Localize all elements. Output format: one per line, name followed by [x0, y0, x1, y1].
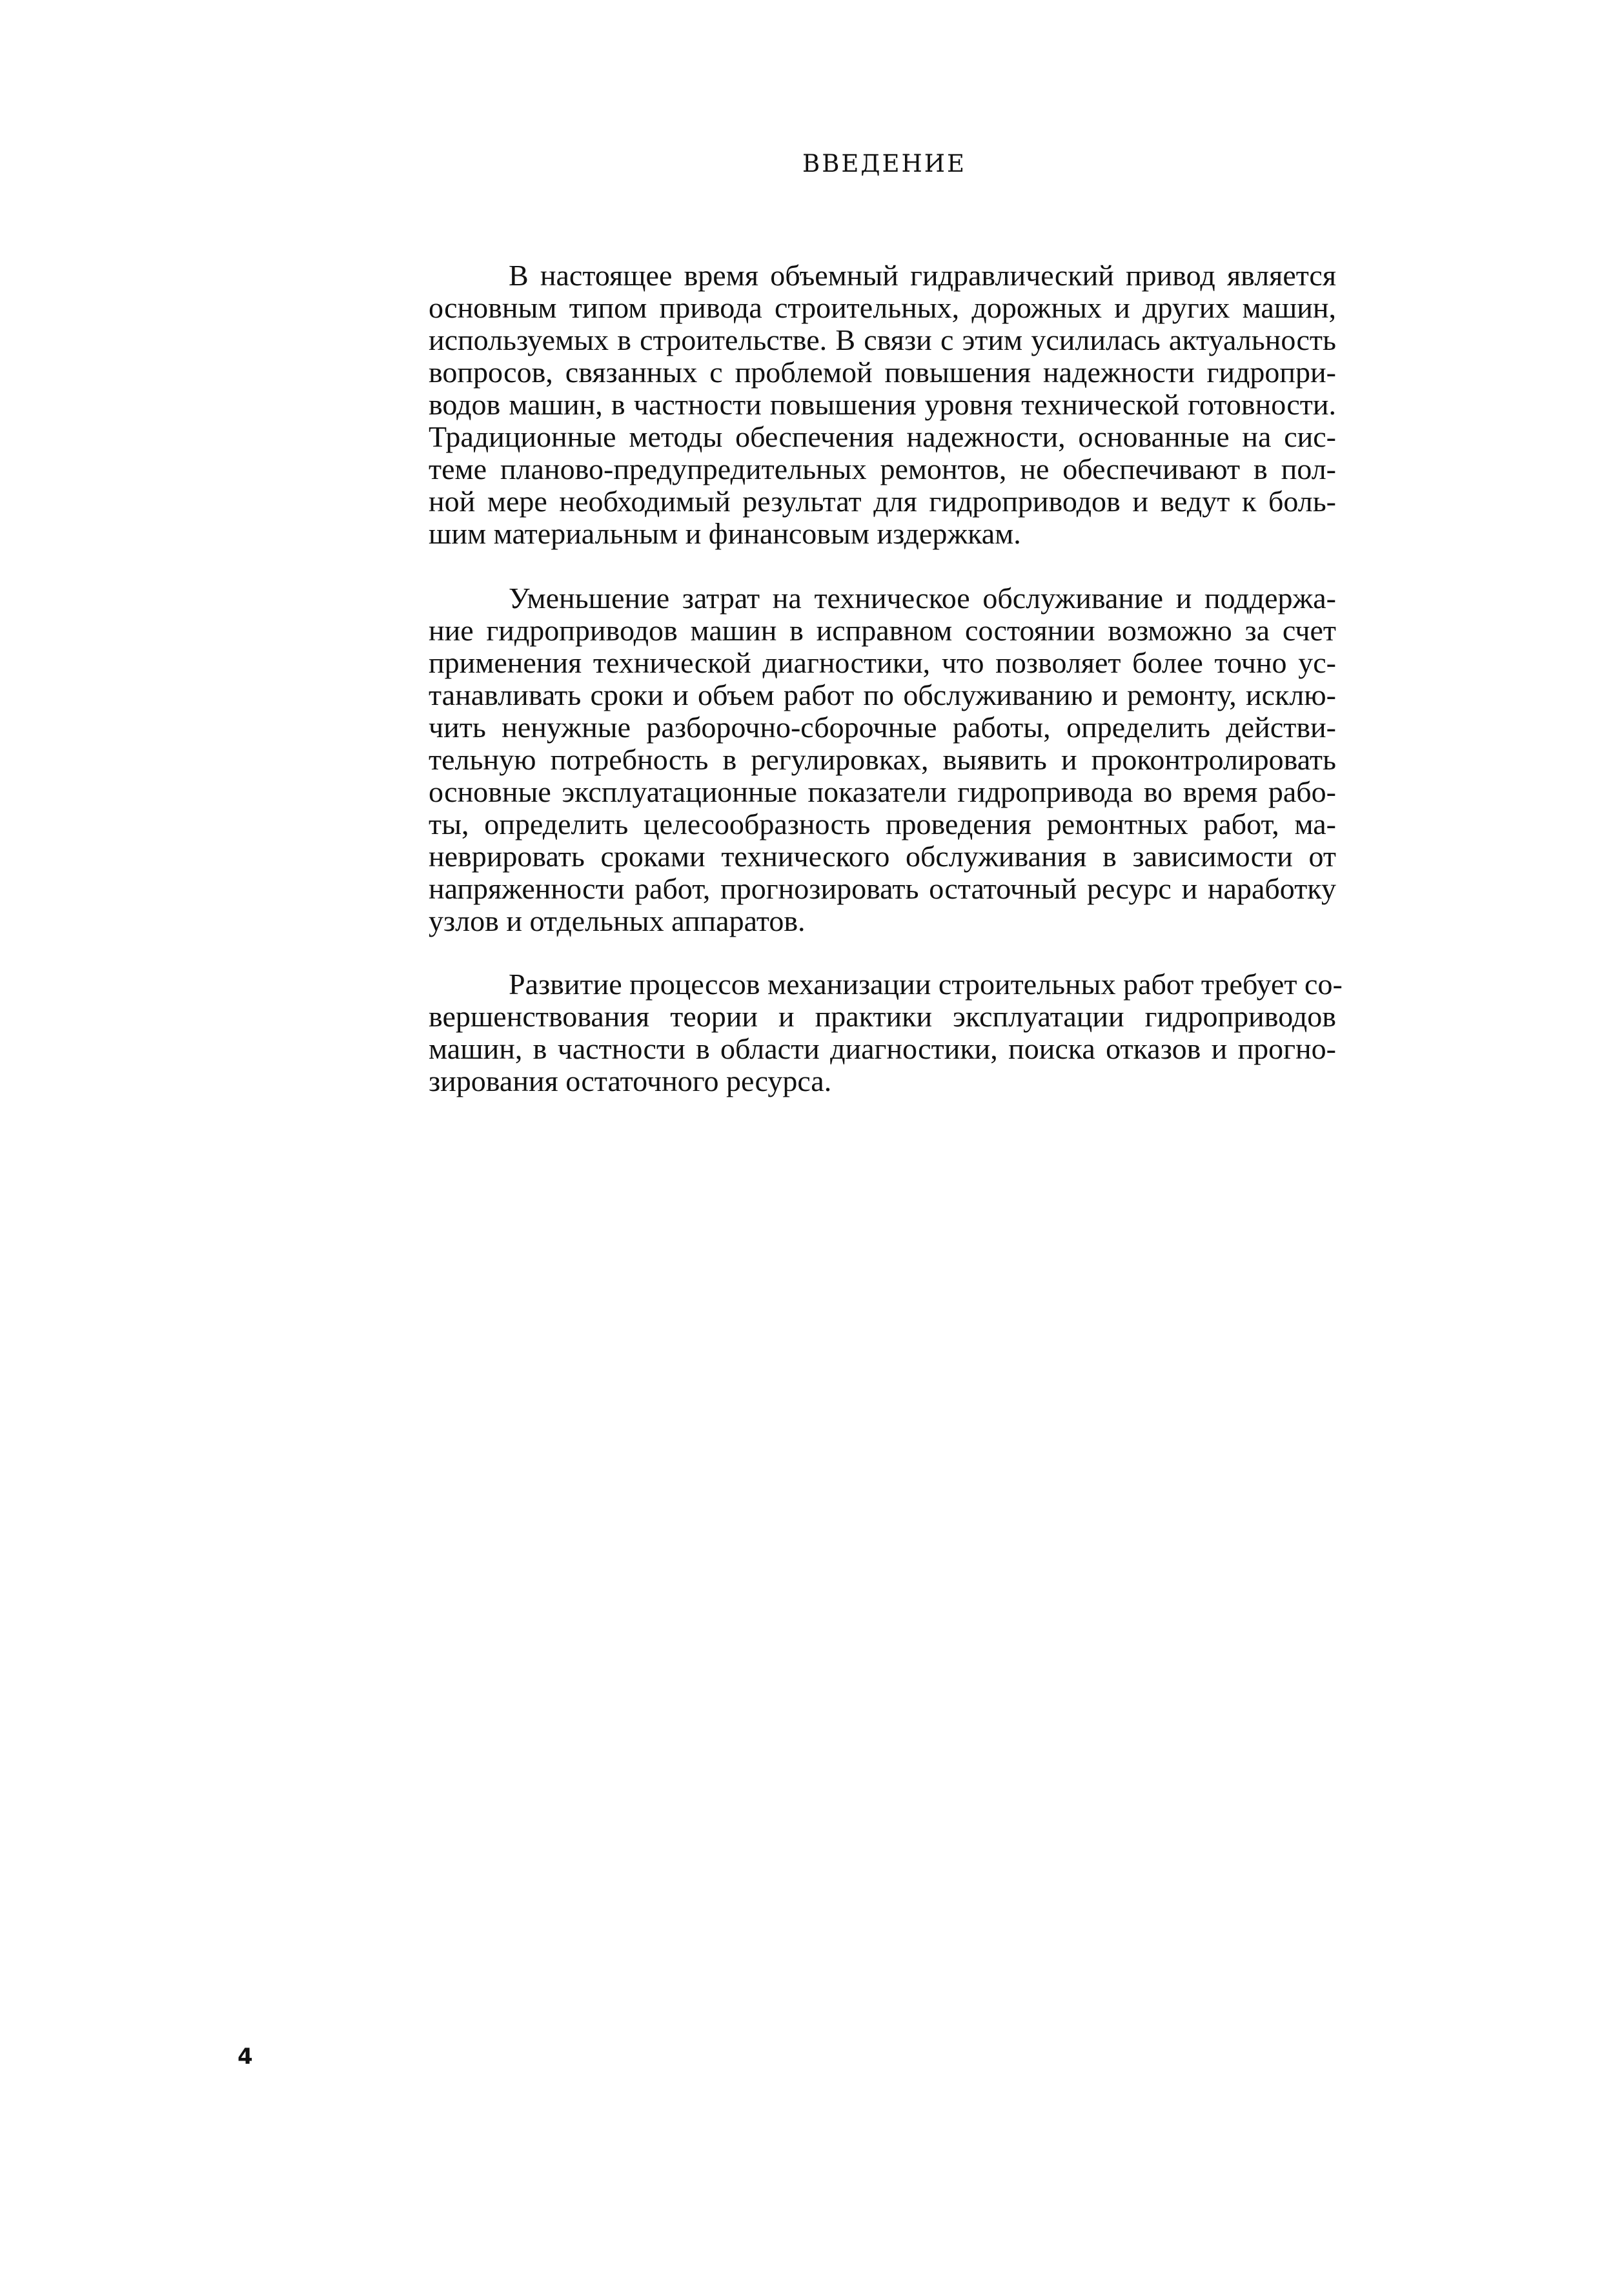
text-line: Развитие процессов механизации строительных работ требует со- — [509, 968, 1343, 1001]
text-line: основные эксплуатационные показатели гидропривода во время рабо- — [429, 775, 1336, 808]
text-line: чить ненужные разборочно-сборочные работы, определить действи- — [429, 711, 1336, 744]
text-line: В настоящее время объемный гидравлический привод является — [509, 259, 1336, 292]
text-line: Традиционные методы обеспечения надежности, основанные на сис- — [429, 420, 1336, 453]
page-title: ВВЕДЕНИЕ — [802, 150, 967, 178]
text-line: тельную потребность в регулировках, выявить и проконтролировать — [429, 743, 1336, 776]
text-line: узлов и отдельных аппаратов. — [429, 904, 806, 937]
text-line: зирования остаточного ресурса. — [429, 1064, 832, 1097]
text-line: применения технической диагностики, что позволяет более точно ус- — [429, 646, 1336, 679]
page-number: 4 — [238, 2044, 253, 2070]
text-line: машин, в частности в области диагностики, поиска отказов и прогно- — [429, 1032, 1336, 1065]
text-line: неврировать сроками технического обслуживания в зависимости от — [429, 840, 1336, 873]
text-line: водов машин, в частности повышения уровня технической готовности. — [429, 388, 1336, 421]
text-line: ние гидроприводов машин в исправном состоянии возможно за счет — [429, 614, 1336, 647]
text-line: ной мере необходимый результат для гидроприводов и ведут к боль- — [429, 485, 1336, 518]
text-line: шим материальным и финансовым издержкам. — [429, 517, 1021, 550]
text-line: ты, определить целесообразность проведения ремонтных работ, ма- — [429, 808, 1336, 840]
text-line: танавливать сроки и объем работ по обслуживанию и ремонту, исклю- — [429, 678, 1336, 711]
text-line: используемых в строительстве. В связи с этим усилилась актуальность — [429, 323, 1336, 356]
text-line: вершенствования теории и практики эксплуатации гидроприводов — [429, 1000, 1336, 1033]
text-line: Уменьшение затрат на техническое обслуживание и поддержа- — [509, 582, 1336, 615]
text-line: теме планово-предупредительных ремонтов, не обеспечивают в пол- — [429, 453, 1336, 485]
text-line: вопросов, связанных с проблемой повышения надежности гидропри- — [429, 356, 1336, 389]
text-line: основным типом привода строительных, дорожных и других машин, — [429, 291, 1336, 324]
text-line: напряженности работ, прогнозировать остаточный ресурс и наработку — [429, 872, 1336, 905]
